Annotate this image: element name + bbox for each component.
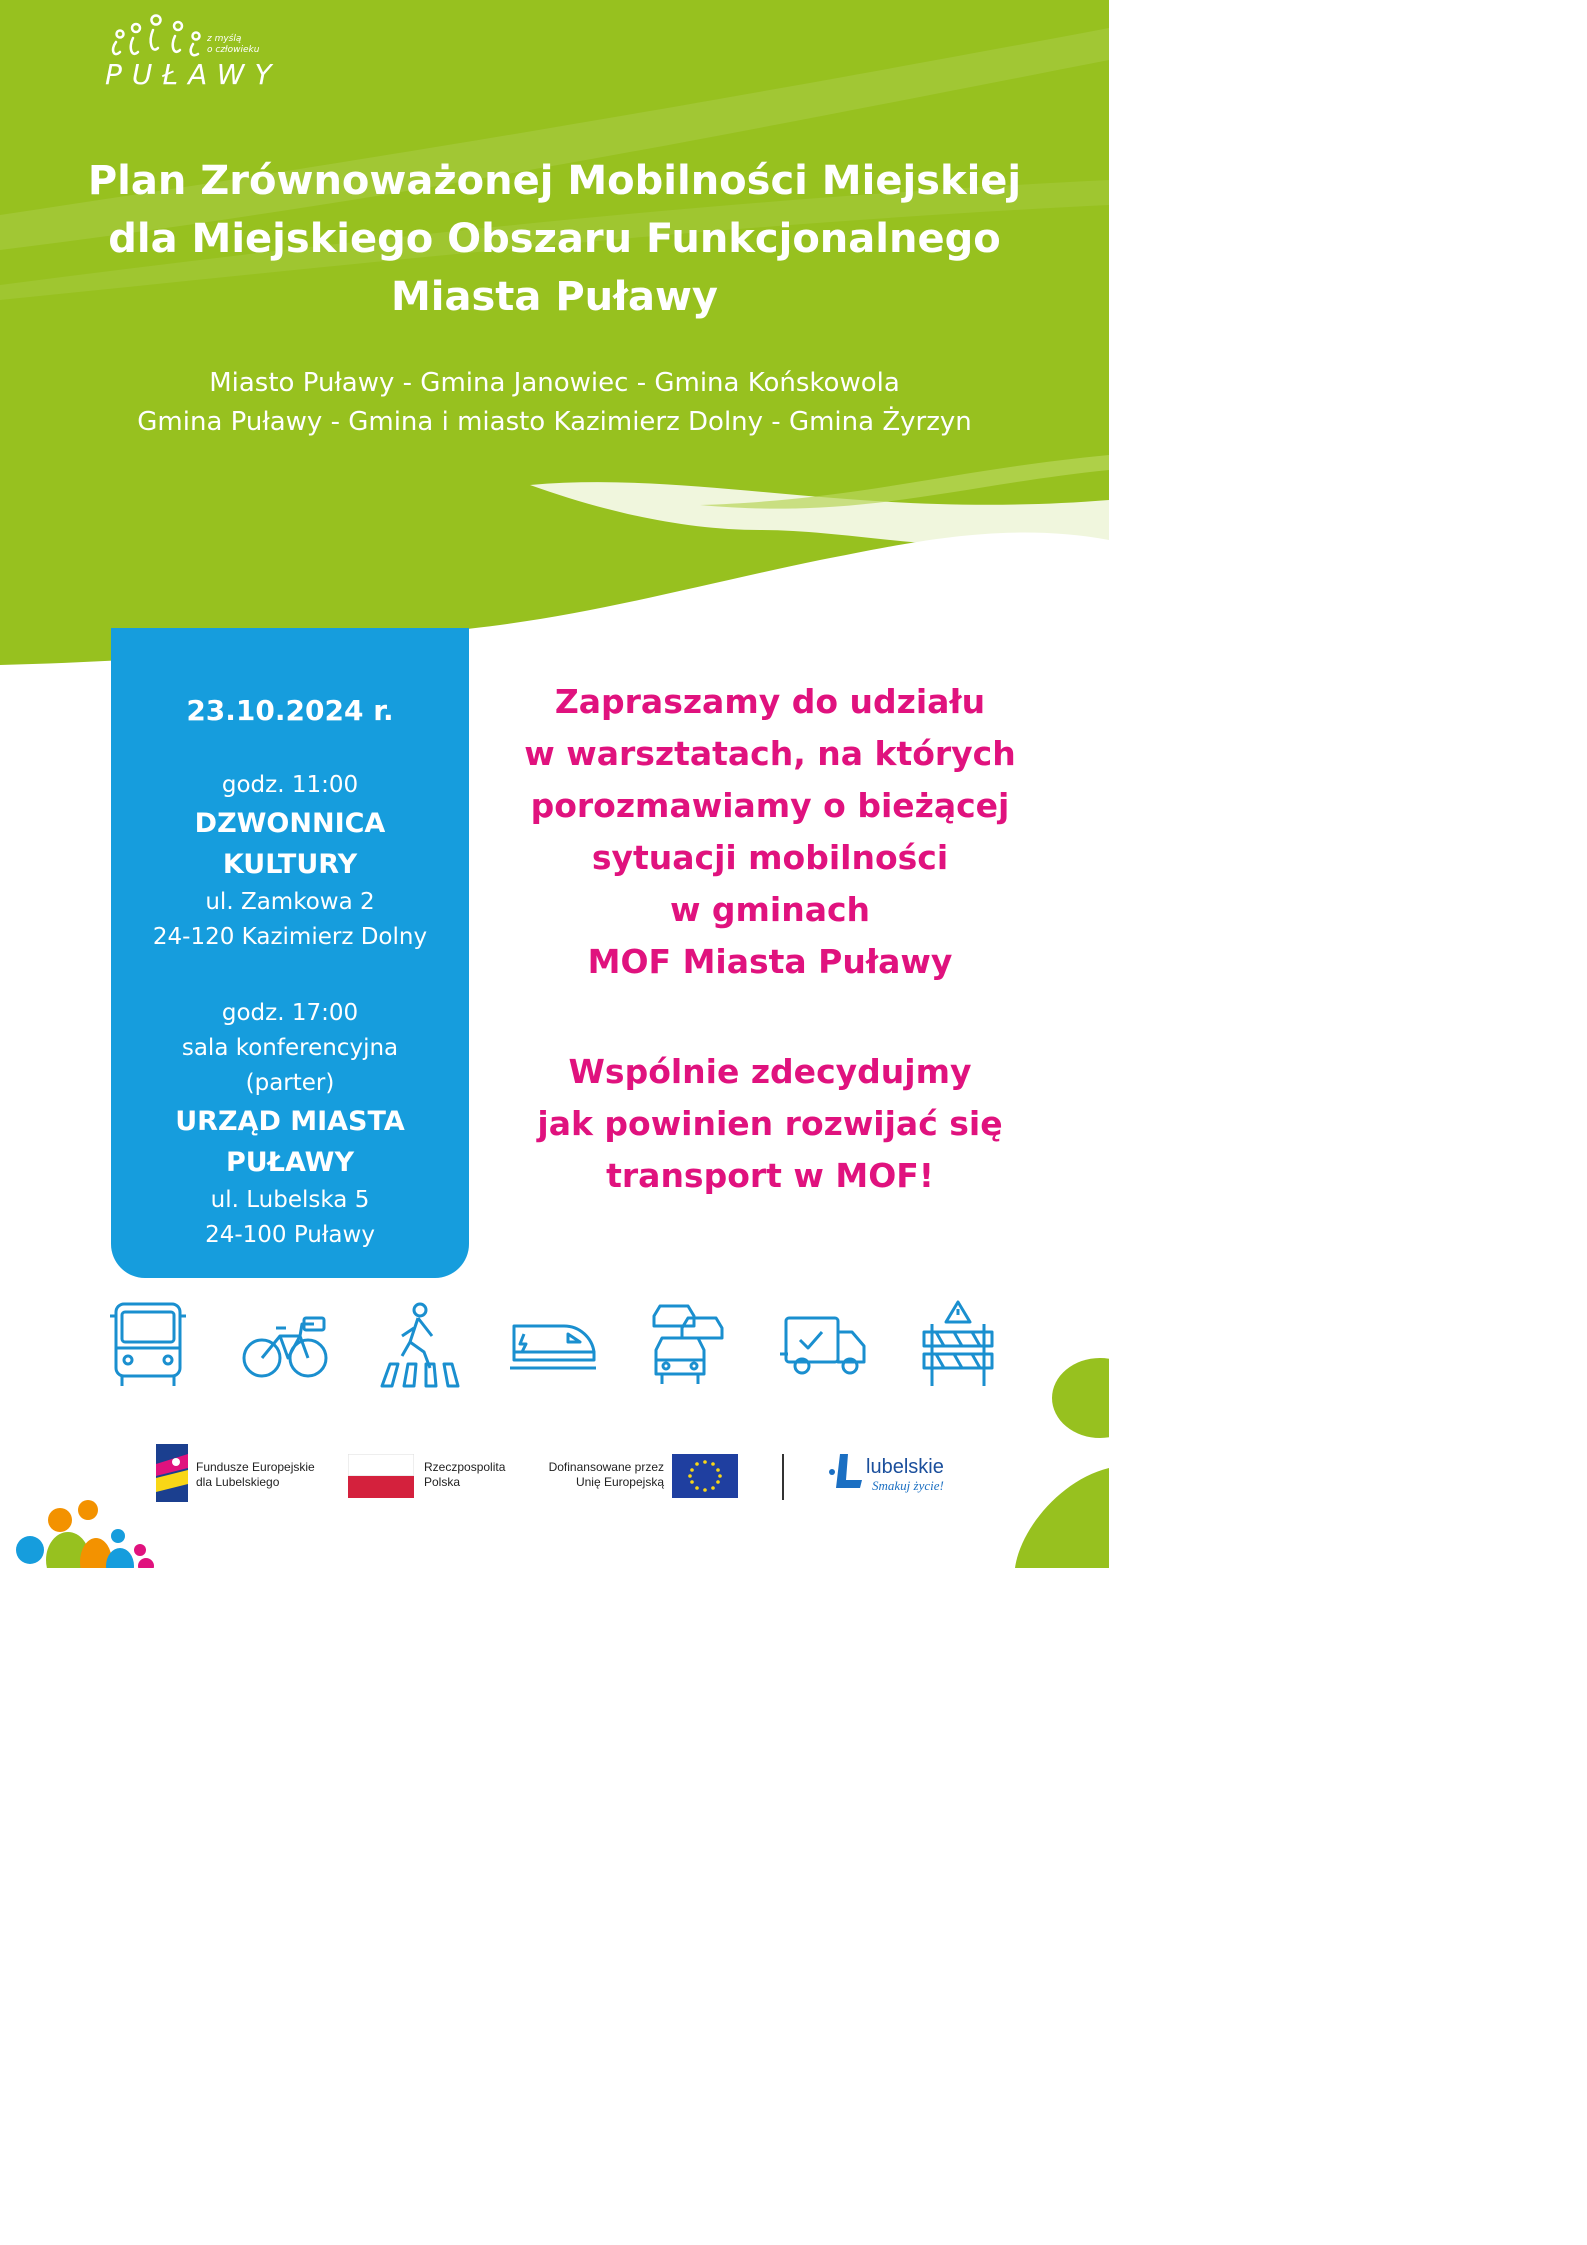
- venue-address: ul. Zamkowa 2: [205, 889, 375, 915]
- eu-funding-logo: Dofinansowane przez Unię Europejską: [538, 1444, 742, 1502]
- event-date: 23.10.2024 r.: [186, 694, 394, 727]
- road-barrier-icon: [914, 1298, 1004, 1390]
- delivery-truck-icon: [780, 1298, 870, 1390]
- lubelskie-emblem-icon: [826, 1452, 866, 1492]
- bicycle-icon: [240, 1298, 330, 1390]
- venue-pulawy: [111, 996, 469, 1253]
- venue-name: PUŁAWY: [225, 1147, 355, 1178]
- train-icon: [508, 1298, 598, 1390]
- venue-address: ul. Lubelska 5: [210, 1187, 370, 1213]
- venue-name: URZĄD MIASTA: [175, 1106, 405, 1137]
- venue-time: godz. 11:00: [221, 772, 359, 798]
- venue-name: DZWONNICA: [194, 808, 386, 839]
- venue-address: 24-100 Puławy: [205, 1222, 375, 1248]
- call-to-action: Wspólnie zdecydujmy jak powinien rozwijać się transport w MOF!: [537, 1052, 1003, 1195]
- lubelskie-logo: lubelskie Smakuj życie!: [826, 1444, 956, 1502]
- invitation-text: Zapraszamy do udziału w warsztatach, na których porozmawiamy o bieżącej sytuacji mobilności w gminach MOF Miasta Puławy: [524, 682, 1016, 981]
- venue-room: (parter): [245, 1070, 335, 1096]
- logo-wordmark: PUŁAWY: [105, 58, 282, 91]
- rzeczpospolita-polska-logo: Rzeczpospolita Polska: [348, 1444, 528, 1502]
- fundusze-europejskie-logo: Fundusze Europejskie dla Lubelskiego: [156, 1444, 336, 1502]
- page-title: Plan Zrównoważonej Mobilności Miejskiej dla Miejskiego Obszaru Funkcjonalnego Miasta Puławy: [87, 158, 1022, 320]
- pedestrian-crossing-icon: [374, 1298, 464, 1390]
- bus-icon: [106, 1298, 196, 1390]
- polish-flag-icon: [348, 1454, 414, 1498]
- footer-divider: [782, 1454, 784, 1500]
- venue-name: KULTURY: [222, 849, 358, 880]
- transport-icons-row: [0, 1298, 1109, 1394]
- venue-time: godz. 17:00: [221, 1000, 359, 1026]
- venue-address: 24-120 Kazimierz Dolny: [152, 924, 428, 950]
- eu-flag-icon: [672, 1454, 738, 1498]
- venue-room: sala konferencyjna: [181, 1035, 399, 1061]
- venue-kazimierz: [111, 768, 469, 955]
- traffic-jam-icon: [646, 1298, 736, 1390]
- event-panel: [111, 628, 469, 1278]
- logo-tagline: z myślą o człowieku: [207, 34, 260, 55]
- fe-emblem-icon: [156, 1444, 188, 1502]
- municipalities-list: Miasto Puławy - Gmina Janowiec - Gmina Końskowola Gmina Puławy - Gmina i miasto Kazimierz Dolny - Gmina Żyrzyn: [137, 368, 972, 437]
